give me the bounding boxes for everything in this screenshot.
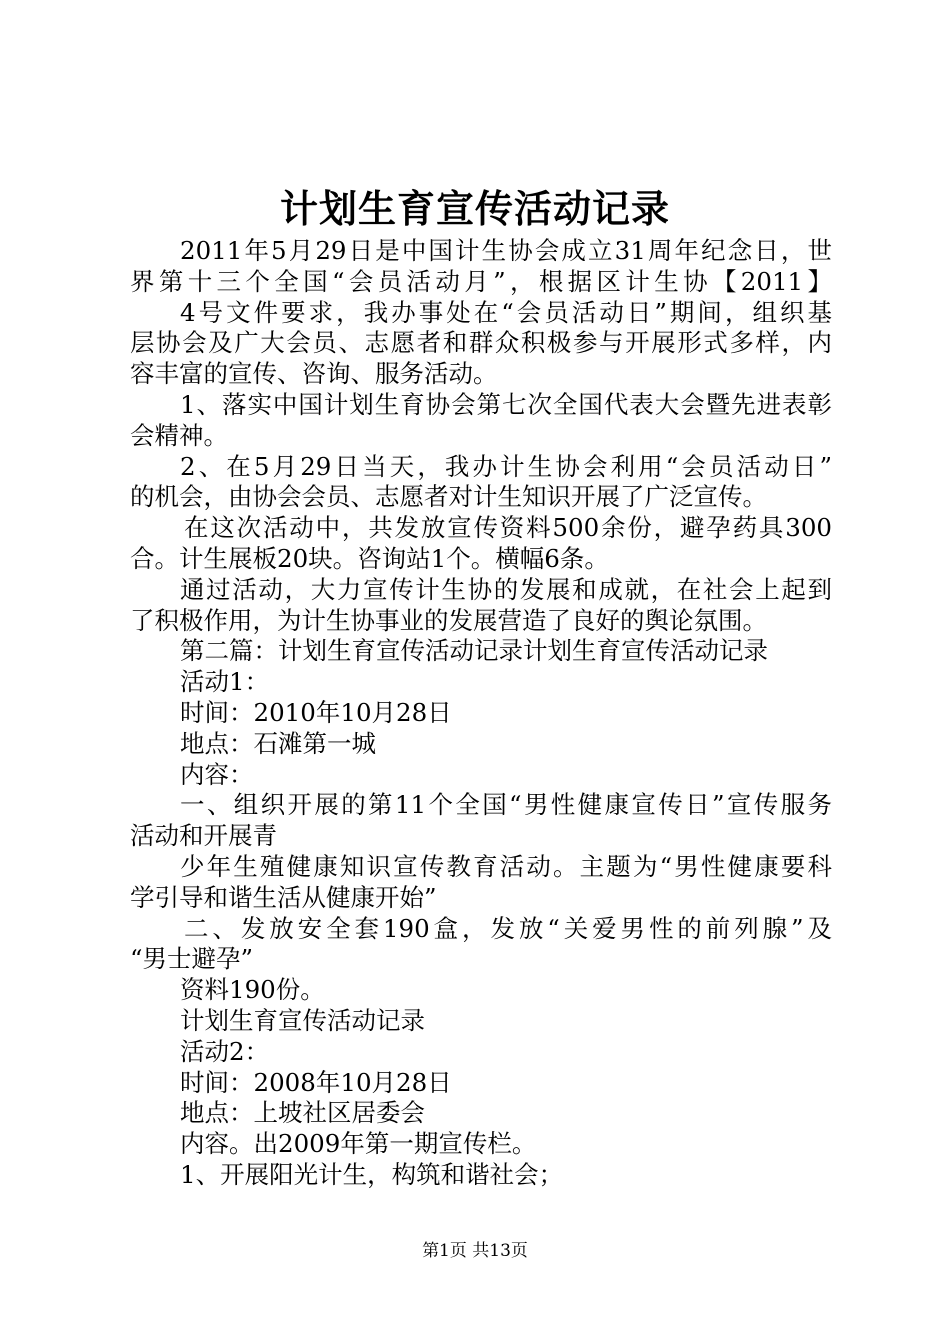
paragraph-line: 在这次活动中，共发放宣传资料500余份，避孕药具300	[184, 513, 832, 543]
page-number: 第1页 共13页	[422, 1241, 528, 1261]
paragraph-line: 内容。出2009年第一期宣传栏。	[180, 1129, 537, 1159]
paragraph-line: 时间：2010年10月28日	[180, 697, 452, 727]
paragraph-line: 1、落实中国计划生育协会第七次全国代表大会暨先进表彰	[180, 389, 832, 419]
paragraph-line: 学引导和谐生活从健康开始”	[130, 882, 437, 912]
paragraph-line: “男士避孕”	[130, 944, 254, 974]
paragraph-line: 一、组织开展的第11个全国“男性健康宣传日”宣传服务	[180, 790, 832, 820]
paragraph-line: 资料190份。	[180, 975, 325, 1005]
document-body	[130, 236, 832, 1191]
paragraph-line: 时间：2008年10月28日	[180, 1067, 452, 1097]
paragraph-line: 2011年5月29日是中国计生协会成立31周年纪念日，世	[180, 236, 832, 265]
paragraph-line: 第二篇：计划生育宣传活动记录计划生育宣传活动记录	[180, 636, 768, 666]
document-title: 计划生育宣传活动记录	[279, 186, 670, 231]
paragraph-line: 的机会，由协会会员、志愿者对计生知识开展了广泛宣传。	[130, 482, 767, 512]
paragraph-line: 通过活动，大力宣传计生协的发展和成就，在社会上起到	[180, 574, 832, 604]
paragraph-line: 层协会及广大会员、志愿者和群众积极参与开展形式多样，内	[130, 328, 832, 358]
paragraph-line: 活动和开展青	[130, 821, 277, 851]
paragraph-line: 少年生殖健康知识宣传教育活动。主题为“男性健康要科	[180, 851, 832, 881]
paragraph-line: 了积极作用，为计生协事业的发展营造了良好的舆论氛围。	[130, 605, 767, 635]
paragraph-line: 界第十三个全国“会员活动月”，根据区计生协【2011】	[130, 266, 832, 296]
paragraph-line: 容丰富的宣传、咨询、服务活动。	[130, 359, 498, 389]
paragraph-line: 活动1：	[180, 667, 270, 697]
paragraph-line: 内容：	[180, 759, 254, 789]
paragraph-line: 计划生育宣传活动记录	[180, 1005, 425, 1035]
paragraph-line: 会精神。	[130, 420, 228, 450]
paragraph-line: 地点：石滩第一城	[180, 728, 376, 758]
paragraph-line: 二、发放安全套190盒，发放“关爱男性的前列腺”及	[184, 913, 832, 943]
paragraph-line: 4号文件要求，我办事处在“会员活动日”期间，组织基	[180, 297, 832, 327]
paragraph-line: 1、开展阳光计生，构筑和谐社会；	[180, 1159, 564, 1189]
paragraph-line: 2、在5月29日当天，我办计生协会利用“会员活动日”	[180, 451, 832, 481]
paragraph-line: 地点：上坡社区居委会	[180, 1098, 425, 1128]
paragraph-line: 活动2：	[180, 1036, 270, 1066]
paragraph-line: 合。计生展板20块。咨询站1个。横幅6条。	[130, 543, 609, 573]
